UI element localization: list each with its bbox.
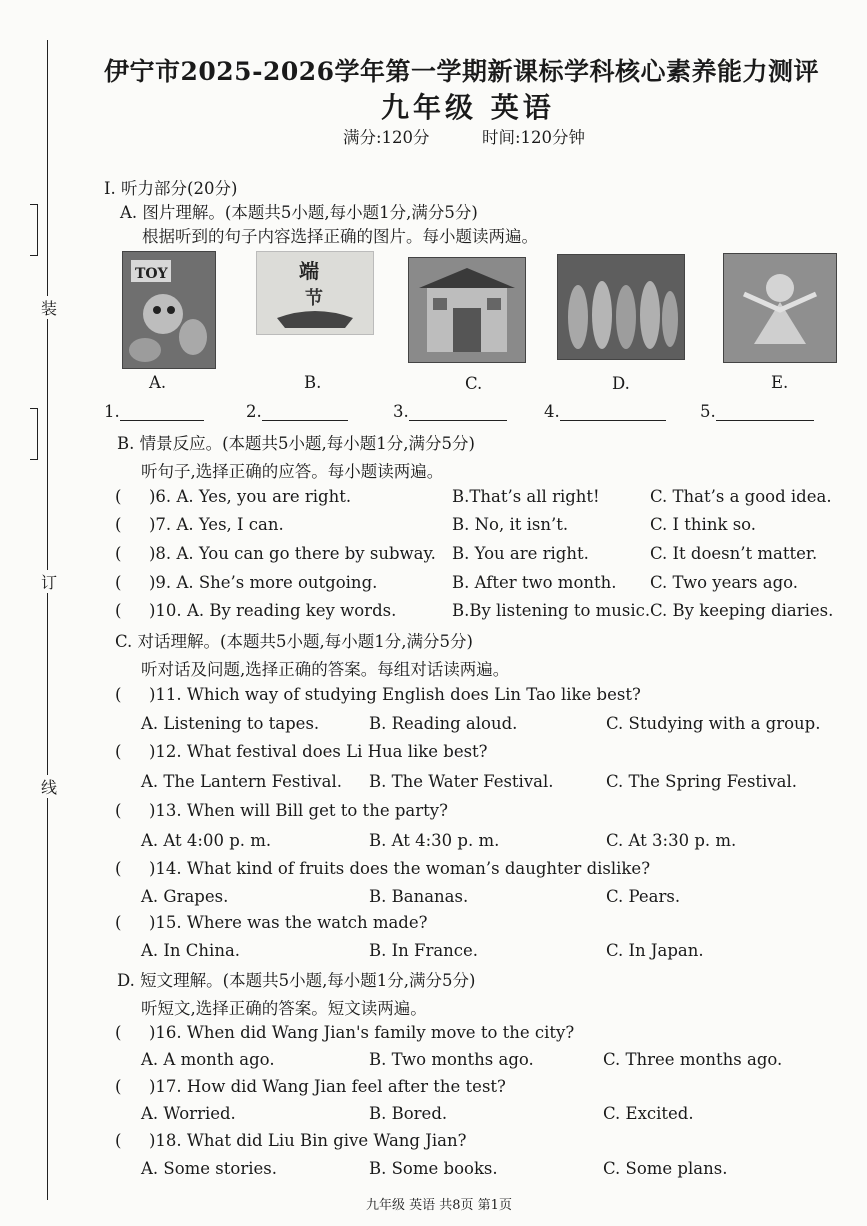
margin-char-xian: 线: [41, 775, 57, 798]
answer-paren: (: [115, 515, 122, 534]
blank-number: 4.: [544, 402, 560, 421]
answer-paren: (: [115, 742, 122, 761]
option-b: B. Two months ago.: [369, 1050, 534, 1069]
option-a: A. Worried.: [141, 1104, 236, 1123]
option-b: B. Reading aloud.: [369, 714, 518, 733]
exam-subtitle: 九年级 英语: [381, 91, 555, 124]
option-b: B. In France.: [369, 941, 479, 960]
question-number: )6.: [149, 487, 172, 506]
question-13[interactable]: [115, 801, 448, 820]
option-a: A. Yes, I can.: [176, 515, 284, 534]
option-b: B. After two month.: [452, 573, 617, 592]
option-b: B. Bananas.: [369, 887, 469, 906]
part-b-heading: B. 情景反应。(本题共5小题,每小题1分,满分5分): [117, 434, 475, 453]
option-c: C. At 3:30 p. m.: [606, 831, 737, 850]
option-a: A. By reading key words.: [186, 601, 397, 620]
option-a: A. Listening to tapes.: [141, 714, 320, 733]
picture-label-c: C.: [465, 374, 483, 393]
margin-char-ding: 订: [41, 570, 57, 593]
picture-d-vegetables-icon: [557, 254, 685, 360]
question-text: )16. When did Wang Jian's family move to the city?: [149, 1023, 575, 1042]
picture-label-a: A.: [149, 373, 167, 392]
question-row-6[interactable]: [115, 487, 351, 506]
picture-e-paper-cut-icon: [723, 253, 837, 363]
option-b: B.That’s all right!: [452, 487, 600, 506]
blank-number: 5.: [700, 402, 716, 421]
blank-number: 1.: [104, 402, 120, 421]
answer-paren: (: [115, 859, 122, 878]
answer-paren: (: [115, 913, 122, 932]
blank-line: [120, 404, 204, 421]
full-score: 满分:120分: [343, 128, 430, 147]
part-d-instruction: 听短文,选择正确的答案。短文读两遍。: [141, 999, 427, 1018]
answer-paren: (: [115, 573, 122, 592]
blank-line: [716, 404, 814, 421]
question-row-7[interactable]: [115, 515, 284, 534]
part-a-heading: A. 图片理解。(本题共5小题,每小题1分,满分5分): [120, 203, 478, 222]
svg-text:端: 端: [299, 259, 319, 283]
exam-time: 时间:120分钟: [482, 128, 586, 147]
picture-label-d: D.: [612, 374, 630, 393]
question-text: )14. What kind of fruits does the woman’s daughter dislike?: [149, 859, 651, 878]
binding-bracket-top: [30, 204, 38, 256]
blank-line: [409, 404, 507, 421]
option-c: C. Excited.: [603, 1104, 694, 1123]
option-c: C. In Japan.: [606, 941, 704, 960]
answer-paren: (: [115, 1131, 122, 1150]
option-c: C. Three months ago.: [603, 1050, 783, 1069]
option-a: A. Some stories.: [141, 1159, 277, 1178]
option-c: C. By keeping diaries.: [650, 601, 834, 620]
question-text: )11. Which way of studying English does Lin Tao like best?: [149, 685, 641, 704]
question-18[interactable]: [115, 1131, 466, 1150]
option-a: A. In China.: [141, 941, 241, 960]
picture-c-gate-icon: [408, 257, 526, 363]
answer-blank-3[interactable]: [393, 402, 507, 421]
answer-blank-5[interactable]: [700, 402, 814, 421]
option-a: A. Yes, you are right.: [176, 487, 352, 506]
part-a-instruction: 根据听到的句子内容选择正确的图片。每小题读两遍。: [142, 227, 538, 246]
option-a: A. At 4:00 p. m.: [141, 831, 272, 850]
question-16[interactable]: [115, 1023, 574, 1042]
question-text: )13. When will Bill get to the party?: [149, 801, 448, 820]
answer-paren: (: [115, 1077, 122, 1096]
svg-text:节: 节: [305, 288, 323, 309]
question-12[interactable]: [115, 742, 488, 761]
part-c-heading: C. 对话理解。(本题共5小题,每小题1分,满分5分): [115, 632, 473, 651]
question-text: )12. What festival does Li Hua like best?: [149, 742, 488, 761]
question-number: )10.: [149, 601, 182, 620]
question-17[interactable]: [115, 1077, 506, 1096]
blank-number: 2.: [246, 402, 262, 421]
picture-label-b: B.: [304, 373, 322, 392]
option-c: C. I think so.: [650, 515, 757, 534]
blank-number: 3.: [393, 402, 409, 421]
section-heading: I. 听力部分(20分): [104, 179, 238, 198]
question-14[interactable]: [115, 859, 650, 878]
option-c: C. The Spring Festival.: [606, 772, 797, 791]
picture-b-dragon-boat-icon: [256, 251, 374, 335]
question-text: )18. What did Liu Bin give Wang Jian?: [149, 1131, 467, 1150]
part-b-instruction: 听句子,选择正确的应答。每小题读两遍。: [141, 462, 444, 481]
option-b: B. Bored.: [369, 1104, 448, 1123]
margin-char-zhuang: 装: [41, 296, 57, 319]
blank-line: [560, 404, 666, 421]
option-b: B. No, it isn’t.: [452, 515, 569, 534]
answer-paren: (: [115, 685, 122, 704]
answer-paren: (: [115, 544, 122, 563]
answer-paren: (: [115, 1023, 122, 1042]
option-c: C. Pears.: [606, 887, 681, 906]
svg-text:TOY: TOY: [135, 266, 168, 282]
blank-line: [262, 404, 348, 421]
answer-paren: (: [115, 601, 122, 620]
picture-a-toy-story-icon: [122, 251, 216, 369]
exam-title: 伊宁市2025-2026学年第一学期新课标学科核心素养能力测评: [104, 57, 820, 86]
option-a: A. Grapes.: [141, 887, 229, 906]
binding-line: [47, 40, 48, 1200]
page-footer: 九年级 英语 共8页 第1页: [366, 1198, 512, 1213]
part-c-instruction: 听对话及问题,选择正确的答案。每组对话读两遍。: [141, 660, 510, 679]
option-c: C. Two years ago.: [650, 573, 799, 592]
question-row-9[interactable]: [115, 573, 377, 592]
question-number: )7.: [149, 515, 172, 534]
question-15[interactable]: [115, 913, 427, 932]
part-d-heading: D. 短文理解。(本题共5小题,每小题1分,满分5分): [117, 971, 476, 990]
option-c: C. Some plans.: [603, 1159, 728, 1178]
option-b: B. The Water Festival.: [369, 772, 554, 791]
option-b: B. Some books.: [369, 1159, 498, 1178]
question-row-8[interactable]: [115, 544, 436, 563]
binding-bracket-mid: [30, 408, 38, 460]
question-11[interactable]: [115, 685, 641, 704]
option-a: A. A month ago.: [141, 1050, 275, 1069]
option-a: A. The Lantern Festival.: [141, 772, 342, 791]
answer-paren: (: [115, 487, 122, 506]
answer-blank-4[interactable]: [544, 402, 666, 421]
option-c: C. Studying with a group.: [606, 714, 821, 733]
question-row-10[interactable]: [115, 601, 396, 620]
option-c: C. It doesn’t matter.: [650, 544, 818, 563]
option-a: A. You can go there by subway.: [176, 544, 436, 563]
question-number: )9.: [149, 573, 172, 592]
option-b: B.By listening to music.: [452, 601, 651, 620]
option-b: B. At 4:30 p. m.: [369, 831, 500, 850]
answer-paren: (: [115, 801, 122, 820]
option-b: B. You are right.: [452, 544, 589, 563]
question-number: )8.: [149, 544, 172, 563]
answer-blank-1[interactable]: [104, 402, 204, 421]
option-a: A. She’s more outgoing.: [176, 573, 378, 592]
question-text: )17. How did Wang Jian feel after the test?: [149, 1077, 506, 1096]
question-text: )15. Where was the watch made?: [149, 913, 428, 932]
answer-blank-2[interactable]: [246, 402, 348, 421]
option-c: C. That’s a good idea.: [650, 487, 832, 506]
picture-label-e: E.: [771, 373, 789, 392]
